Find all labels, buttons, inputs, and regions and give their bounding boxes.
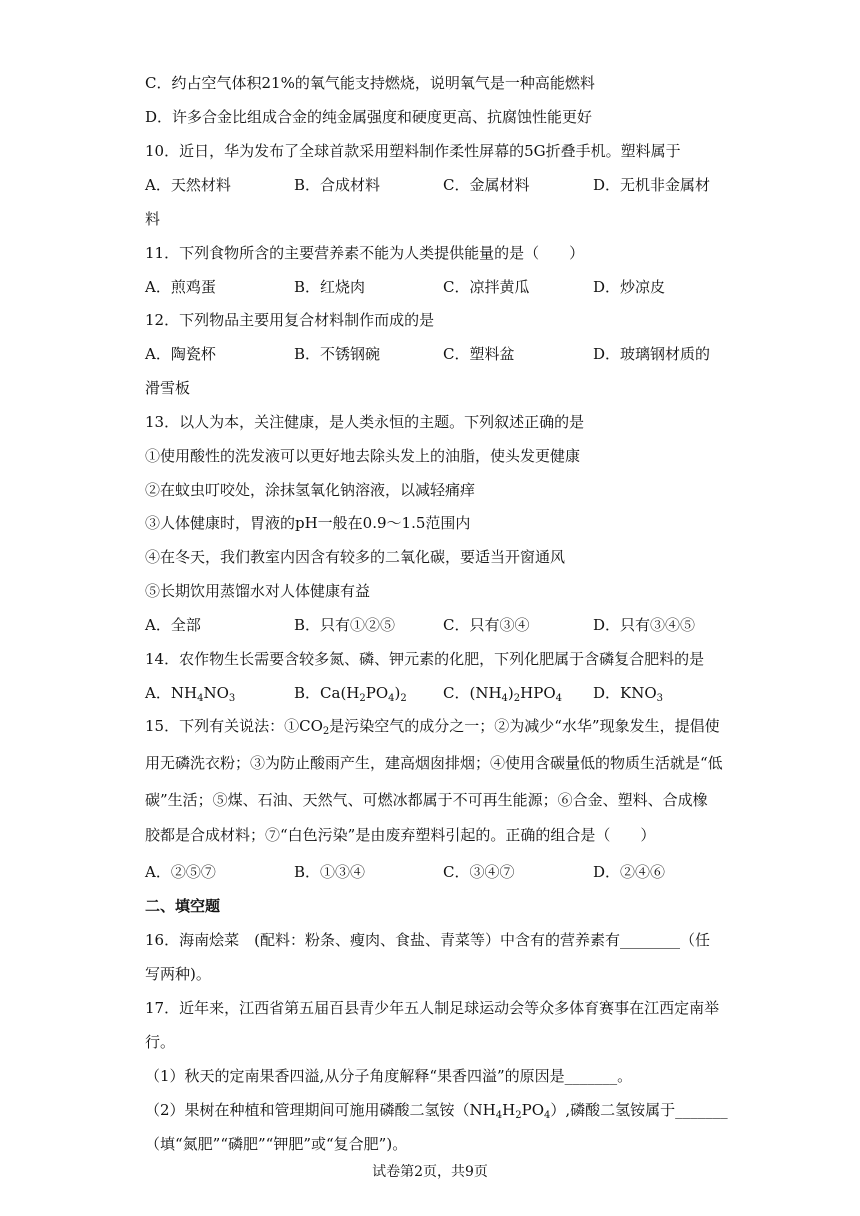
q17-part-1: （1）秋天的定南果香四溢,从分子角度解释“果香四溢”的原因是_______。: [145, 1067, 633, 1085]
q9-option-c: C．约占空气体积21%的氧气能支持燃烧，说明氧气是一种高能燃料: [145, 74, 595, 92]
section-heading-fill-blank: 二、填空题: [145, 897, 221, 915]
q12-option-c: C．塑料盆: [443, 345, 515, 363]
q13-statement-1: ①使用酸性的洗发液可以更好地去除头发上的油脂，使头发更健康: [145, 447, 581, 465]
q14-option-c: C．$(NH_4)_2HPO_4$: [443, 684, 563, 704]
q11-option-b: B．红烧肉: [294, 278, 366, 296]
q15-line-4: 胶都是合成材料；⑦“白色污染”是由废弃塑料引起的。正确的组合是（ ）: [145, 826, 656, 844]
q11-stem: 11．下列食物所含的主要营养素不能为人类提供能量的是（ ）: [145, 244, 585, 262]
q15-line-1: 15．下列有关说法：$①CO_2$是污染空气的成分之一；②为减少“水华”现象发生，提倡使: [145, 717, 720, 737]
q9-option-d: D．许多合金比组成合金的纯金属强度和硬度更高、抗腐蚀性能更好: [145, 108, 593, 126]
q14-option-d: D．$KNO_3$: [593, 684, 664, 704]
q13-statement-3: ③人体健康时，胃液的pH一般在0.9～1.5范围内: [145, 514, 471, 532]
q13-statement-4: ④在冬天，我们教室内因含有较多的二氧化碳，要适当开窗通风: [145, 548, 566, 566]
q11-option-d: D．炒凉皮: [593, 278, 666, 296]
q11-option-c: C．凉拌黄瓜: [443, 278, 530, 296]
q13-statement-2: ②在蚊虫叮咬处，涂抹氢氧化钠溶液，以减轻痛痒: [145, 481, 476, 499]
q14-option-a: A．$NH_4NO_3$: [145, 684, 236, 704]
q17-part-2-continued: （填“氮肥”“磷肥”“钾肥”或“复合肥”)。: [145, 1135, 408, 1153]
q15-line-3: 碳”生活；⑤煤、石油、天然气、可燃冰都属于不可再生能源；⑥合金、塑料、合成橡: [145, 791, 708, 809]
q14-stem: 14．农作物生长需要含较多氮、磷、钾元素的化肥，下列化肥属于含磷复合肥料的是: [145, 650, 705, 668]
q13-statement-5: ⑤长期饮用蒸馏水对人体健康有益: [145, 582, 371, 600]
q12-option-d: D．玻璃钢材质的: [593, 345, 711, 363]
q10-option-d: D．无机非金属材: [593, 176, 711, 194]
q13-option-b: B．只有①②⑤: [294, 616, 396, 634]
q13-option-d: D．只有③④⑤: [593, 616, 696, 634]
q17-line-1: 17．近年来，江西省第五届百县青少年五人制足球运动会等众多体育赛事在江西定南举: [145, 999, 720, 1017]
q17-part-2: （2）果树在种植和管理期间可施用磷酸二氢铵$(NH_4H_2PO_4)$,磷酸二氢铵属于_______: [145, 1101, 728, 1121]
q12-stem: 12．下列物品主要用复合材料制作而成的是: [145, 311, 435, 329]
q10-stem: 10．近日，华为发布了全球首款采用塑料制作柔性屏幕的5G折叠手机。塑料属于: [145, 142, 681, 160]
q15-option-d: D．②④⑥: [593, 863, 666, 881]
q12-option-a: A．陶瓷杯: [145, 345, 216, 363]
q10-option-a: A．天然材料: [145, 176, 231, 194]
q12-option-b: B．不锈钢碗: [294, 345, 381, 363]
q14-option-b: B．$Ca(H_2PO_4)_2$: [294, 684, 407, 704]
q10-option-b: B．合成材料: [294, 176, 381, 194]
q15-option-b: B．①③④: [294, 863, 366, 881]
q12-option-d-continued: 滑雪板: [145, 379, 191, 397]
q11-option-a: A．煎鸡蛋: [145, 278, 216, 296]
q15-option-a: A．②⑤⑦: [145, 863, 216, 881]
q13-option-c: C．只有③④: [443, 616, 530, 634]
page-footer: 试卷第2页，共9页: [372, 1164, 488, 1180]
q13-option-a: A．全部: [145, 616, 201, 634]
q10-option-d-continued: 料: [145, 210, 161, 228]
q13-stem: 13．以人为本，关注健康，是人类永恒的主题。下列叙述正确的是: [145, 413, 585, 431]
q10-option-c: C．金属材料: [443, 176, 530, 194]
q15-line-2: 用无磷洗衣粉；③为防止酸雨产生，建高烟囱排烟；④使用含碳量低的物质生活就是“低: [145, 754, 723, 772]
q17-line-2: 行。: [145, 1033, 176, 1051]
q15-option-c: C．③④⑦: [443, 863, 515, 881]
q16-line-1: 16．海南烩菜 (配料：粉条、瘦肉、食盐、青菜等）中含有的营养素有________（任: [145, 931, 710, 949]
q16-line-2: 写两种)。: [145, 965, 211, 983]
